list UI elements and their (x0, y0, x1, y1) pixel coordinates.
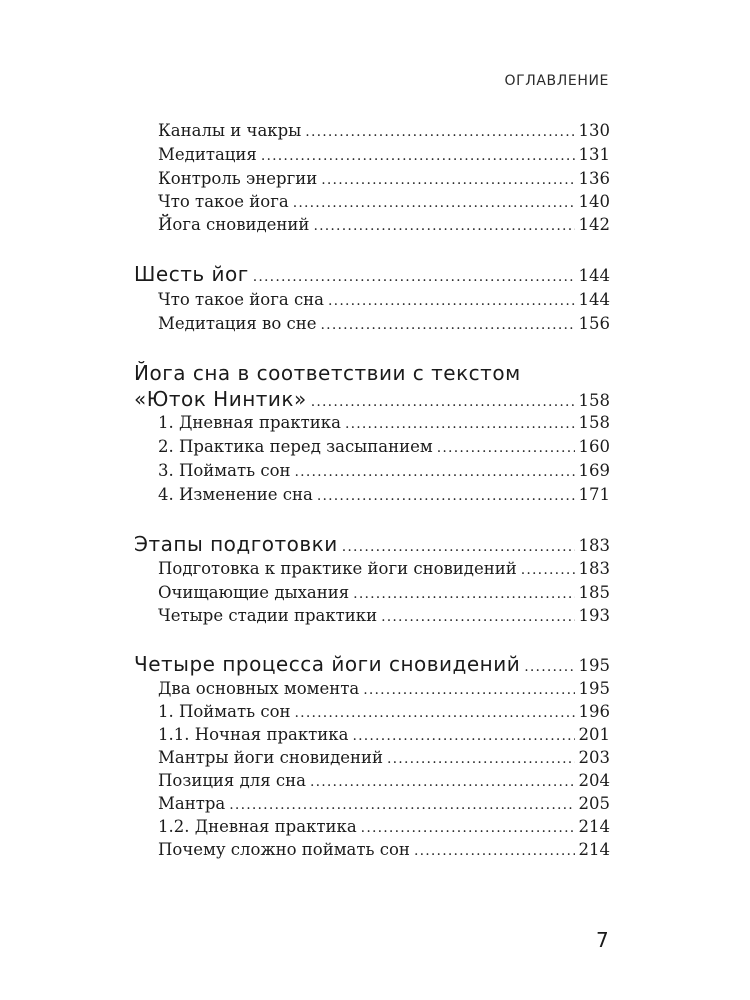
toc-entry-title: Мантры йоги сновидений (158, 748, 383, 767)
toc-entry-title: Медитация (158, 145, 257, 164)
toc-chapter-title: Этапы подготовки (134, 532, 338, 556)
toc-entry-page: 205 (578, 794, 610, 813)
toc-entry-page: 156 (578, 314, 610, 333)
toc-entry-title: Позиция для сна (158, 771, 306, 790)
toc-entry-title: Йога сновидений (158, 215, 310, 234)
toc-entry[interactable] (158, 769, 610, 793)
toc-chapter-page: 158 (578, 391, 610, 410)
toc-entry[interactable] (158, 677, 610, 701)
toc-entry[interactable] (158, 213, 610, 237)
toc-entry-title: Каналы и чакры (158, 121, 302, 140)
toc-chapter-title: Четыре процесса йоги сновидений (134, 652, 521, 676)
toc-chapter[interactable] (134, 652, 610, 676)
toc-entry-title: Мантра (158, 794, 226, 813)
toc-entry-title: Что такое йога сна (158, 290, 325, 309)
toc-chapter-page: 195 (578, 656, 610, 675)
toc-entry[interactable] (158, 723, 610, 747)
toc-entry[interactable] (158, 604, 610, 628)
toc-chapter-page: 183 (578, 536, 610, 555)
toc-entry[interactable] (158, 288, 610, 312)
dot-leader (363, 678, 574, 702)
dot-leader (295, 460, 575, 484)
toc-entry-page: 214 (578, 817, 610, 836)
toc-entry-page: 171 (578, 485, 610, 504)
toc-entry-title: 1. Дневная практика (158, 413, 341, 432)
dot-leader (381, 605, 574, 629)
toc-entry[interactable] (158, 746, 610, 770)
toc-entry[interactable] (158, 838, 610, 862)
dot-leader (361, 816, 575, 840)
toc-entry-page: 130 (578, 121, 610, 140)
toc-entry[interactable] (158, 459, 610, 483)
dot-leader (524, 655, 574, 679)
dot-leader (293, 191, 575, 215)
toc-entry-title: Контроль энергии (158, 169, 318, 188)
dot-leader (437, 436, 575, 460)
toc-entry-page: 158 (578, 413, 610, 432)
toc-entry[interactable] (158, 792, 610, 816)
toc-entry-title: 3. Поймать сон (158, 461, 291, 480)
toc-entry[interactable] (158, 815, 610, 839)
toc-entry[interactable] (158, 581, 610, 605)
toc-entry[interactable] (158, 483, 610, 507)
toc-entry-page: 144 (578, 290, 610, 309)
toc-entry-title: 1. Поймать сон (158, 702, 291, 721)
toc-chapter[interactable] (134, 262, 610, 286)
dot-leader (328, 289, 574, 313)
toc-entry-page: 214 (578, 840, 610, 859)
toc-entry[interactable] (158, 557, 610, 581)
toc-chapter-page: 144 (578, 266, 610, 285)
toc-entry-page: 136 (578, 169, 610, 188)
dot-leader (353, 582, 574, 606)
toc-entry-page: 193 (578, 606, 610, 625)
toc-entry-page: 142 (578, 215, 610, 234)
toc-entry[interactable] (158, 700, 610, 724)
dot-leader (321, 313, 575, 337)
dot-leader (321, 168, 574, 192)
toc-entry-page: 201 (578, 725, 610, 744)
dot-leader (261, 144, 575, 168)
toc-entry-page: 185 (578, 583, 610, 602)
dot-leader (414, 839, 575, 863)
toc-entry-page: 196 (578, 702, 610, 721)
toc-chapter-title-line2: «Юток Нинтик» (134, 387, 307, 411)
toc-entry-page: 195 (578, 679, 610, 698)
toc-entry-title: Подготовка к практике йоги сновидений (158, 559, 517, 578)
toc-entry-page: 131 (578, 145, 610, 164)
dot-leader (229, 793, 574, 817)
dot-leader (295, 701, 575, 725)
dot-leader (305, 120, 574, 144)
toc-entry-page: 183 (578, 559, 610, 578)
dot-leader (317, 484, 575, 508)
toc-entry-title: 1.1. Ночная практика (158, 725, 349, 744)
page-number: 7 (596, 928, 609, 952)
toc-entry-title: Медитация во сне (158, 314, 317, 333)
running-head: ОГЛАВЛЕНИЕ (504, 73, 609, 89)
toc-entry-title: 1.2. Дневная практика (158, 817, 357, 836)
toc-entry-page: 140 (578, 192, 610, 211)
toc-entry-title: Два основных момента (158, 679, 360, 698)
toc-chapter[interactable] (134, 532, 610, 556)
toc-entry-title: 2. Практика перед засыпанием (158, 437, 433, 456)
toc-entry-page: 160 (578, 437, 610, 456)
dot-leader (345, 412, 575, 436)
toc-entry[interactable] (158, 190, 610, 214)
dot-leader (253, 265, 575, 289)
toc-chapter-title-line1[interactable]: Йога сна в соответствии с текстом (134, 361, 521, 385)
dot-leader (313, 214, 574, 238)
toc-entry[interactable] (158, 312, 610, 336)
dot-leader (387, 747, 575, 771)
toc-entry-page: 204 (578, 771, 610, 790)
toc-entry[interactable] (158, 167, 610, 191)
dot-leader (521, 558, 575, 582)
toc-entry[interactable] (158, 411, 610, 435)
toc-entry-title: 4. Изменение сна (158, 485, 313, 504)
toc-entry-title: Очищающие дыхания (158, 583, 350, 602)
toc-entry-title: Почему сложно поймать сон (158, 840, 410, 859)
toc-entry-page: 169 (578, 461, 610, 480)
dot-leader (310, 770, 575, 794)
toc-entry-title: Четыре стадии практики (158, 606, 378, 625)
toc-chapter[interactable] (134, 387, 610, 411)
toc-entry-page: 203 (578, 748, 610, 767)
toc-entry-title: Что такое йога (158, 192, 289, 211)
dot-leader (342, 535, 575, 559)
toc-entry[interactable] (158, 119, 610, 143)
toc-entry[interactable] (158, 435, 610, 459)
toc-chapter-title: Шесть йог (134, 262, 249, 286)
toc-entry[interactable] (158, 143, 610, 167)
dot-leader (352, 724, 574, 748)
